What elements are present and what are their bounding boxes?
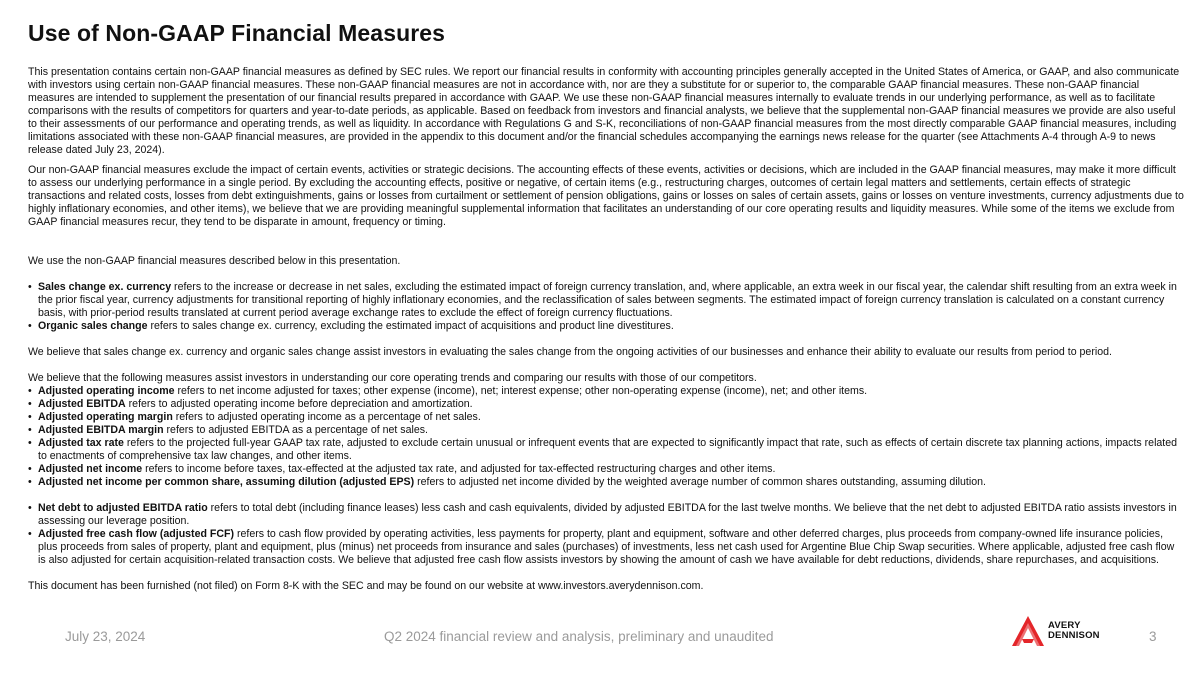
footer-caption: Q2 2024 financial review and analysis, preliminary and unaudited [384, 629, 774, 644]
measure-term: Adjusted net income [38, 463, 143, 475]
measures-intro-paragraph: We use the non-GAAP financial measures described below in this presentation. [28, 255, 401, 267]
bullet-icon: • [28, 320, 32, 332]
measure-term: Adjusted tax rate [38, 437, 124, 449]
list-item [28, 281, 1184, 320]
measure-term: Adjusted free cash flow (adjusted FCF) [38, 528, 235, 540]
bullet-icon: • [28, 476, 32, 488]
exclusions-paragraph: Our non-GAAP financial measures exclude the impact of certain events, activities or strategic decisions. The accounting effects of these events, activities or decisions, which are included in the GAAP financial measures, may make it more difficult to assess our underlying performance in a single period. By excluding the accounting effects, positive or negative, of certain items (e.g., restructuring charges, outcomes of certain legal matters and settlements, certain effects of strategic transactions and related costs, losses from debt extinguishments, gains or losses from curtailment or settlement of pension obligations, gains or losses on sales of certain assets, gains or losses on venture investments, currency adjustments due to highly inflationary economies, and other items), we believe that we are providing meaningful supplemental information that facilitates an understanding of our core operating results and liquidity measures. While some of the items we exclude from GAAP financial measures recur, they tend to be disparate in amount, frequency or timing. [28, 164, 1184, 228]
list-item [28, 411, 1184, 424]
list-item [28, 437, 1184, 463]
list-item [28, 528, 1184, 567]
list-item [28, 502, 1184, 528]
measure-term: Adjusted EBITDA margin [38, 424, 164, 436]
sales-belief-paragraph: We believe that sales change ex. currency and organic sales change assist investors in evaluating the sales change from the ongoing activities of our businesses and enhance their ability to evaluate our results from period to period. [28, 346, 1112, 358]
bullet-icon: • [28, 502, 32, 514]
page-number: 3 [1149, 629, 1157, 644]
list-item [28, 424, 1184, 437]
bullet-icon: • [28, 437, 32, 449]
measure-desc: refers to sales change ex. currency, excluding the estimated impact of acquisitions and product line divestitures. [147, 320, 674, 332]
measure-desc: refers to the increase or decrease in net sales, excluding the estimated impact of foreign currency translation, and, where applicable, an extra week in our fiscal year, the calendar shift resulting from an extra week in the prior fiscal year, currency adjustments for transitional reporting of highly inflationary economies, and the reclassification of sales between segments. The estimated impact of foreign currency translation is calculated on a constant currency basis, with prior-period results translated at current period average exchange rates to exclude the effect of foreign currency fluctuations. [38, 281, 1177, 319]
bullet-icon: • [28, 411, 32, 423]
measure-desc: refers to total debt (including finance leases) less cash and cash equivalents, divided by adjusted EBITDA for the last twelve months. We believe that the net debt to adjusted EBITDA ratio assists investors in assessing our leverage position. [38, 502, 1177, 527]
measure-term: Adjusted operating margin [38, 411, 173, 423]
operating-belief-paragraph: We believe that the following measures assist investors in understanding our core operating trends and comparing our results with those of our competitors. [28, 372, 757, 384]
bullet-icon: • [28, 281, 32, 293]
measure-term: Net debt to adjusted EBITDA ratio [38, 502, 208, 514]
footer-date: July 23, 2024 [65, 629, 146, 644]
sales-measures-list [28, 281, 1184, 333]
measure-desc: refers to net income adjusted for taxes; other expense (income), net; interest expense; other non-operating expense (income), net; and other items. [174, 385, 868, 397]
measure-desc: refers to adjusted operating income as a percentage of net sales. [172, 411, 481, 423]
list-item [28, 463, 1184, 476]
measure-term: Adjusted EBITDA [38, 398, 126, 410]
bullet-icon: • [28, 385, 32, 397]
measure-term: Adjusted net income per common share, assuming dilution (adjusted EPS) [38, 476, 415, 488]
operating-measures-list [28, 385, 1184, 489]
measure-desc: refers to adjusted EBITDA as a percentage of net sales. [163, 424, 428, 436]
intro-paragraph: This presentation contains certain non-GAAP financial measures as defined by SEC rules. We report our financial results in conformity with accounting principles generally accepted in the United States of America, or GAAP, and also communicate with investors using certain non-GAAP financial measures. These non-GAAP financial measures are not in accordance with, nor are they a substitute for or superior to, the comparable GAAP financial measures. These non-GAAP financial measures are intended to supplement the presentation of our financial results prepared in accordance with GAAP. We use these non-GAAP financial measures internally to evaluate trends in our underlying performance, as well as to facilitate comparisons with the results of competitors for quarters and year-to-date periods, as applicable. Based on feedback from investors and financial analysts, we believe that the supplemental non-GAAP financial measures we provide are also useful to their assessments of our performance and operating trends, as well as liquidity. In accordance with Regulations G and S-K, reconciliations of non-GAAP financial measures from the most directly comparable GAAP financial measures, including limitations associated with these non-GAAP financial measures, are provided in the appendix to this document and/or the financial schedules accompanying the earnings news release for the quarter (see Attachments A-4 through A-9 to news release dated July 23, 2024). [28, 66, 1180, 156]
measure-desc: refers to income before taxes, tax-effected at the adjusted tax rate, and adjusted for tax-effected restructuring charges and other items. [142, 463, 776, 475]
measure-desc: refers to the projected full-year GAAP tax rate, adjusted to exclude certain unusual or infrequent events that are expected to significantly impact that rate, such as effects of certain discrete tax planning actions, impacts related to enactments of comprehensive tax law changes, and other items. [38, 437, 1178, 462]
avery-dennison-logo-icon [1011, 615, 1045, 647]
measure-desc: refers to cash flow provided by operating activities, less payments for property, plant and equipment, software and other deferred charges, plus proceeds from company-owned life insurance policies, plus proceeds from sales of property, plant and equipment, plus (minus) net proceeds from insurance and sales (purchases) of investments, less net cash used for Argentine Blue Chip Swap securities. Where applicable, adjusted free cash flow is also adjusted for certain acquisition-related transaction costs. We believe that adjusted free cash flow assists investors by showing the amount of cash we have available for debt reductions, dividends, share repurchases, and acquisitions. [38, 528, 1175, 566]
bullet-icon: • [28, 398, 32, 410]
logo-wordmark [1048, 621, 1100, 641]
measure-term: Adjusted operating income [38, 385, 175, 397]
bullet-icon: • [28, 463, 32, 475]
bullet-icon: • [28, 424, 32, 436]
logo-line-1: AVERY [1048, 620, 1081, 631]
page-title: Use of Non-GAAP Financial Measures [28, 20, 446, 46]
list-item [28, 476, 1184, 489]
logo-line-2: DENNISON [1048, 630, 1100, 641]
measure-desc: refers to adjusted net income divided by the weighted average number of common shares outstanding, assuming dilution. [414, 476, 986, 488]
measure-term: Sales change ex. currency [38, 281, 172, 293]
list-item [28, 398, 1184, 411]
liquidity-measures-list [28, 502, 1184, 567]
avery-dennison-logo [1011, 614, 1111, 648]
body-text [28, 66, 1184, 593]
measure-desc: refers to adjusted operating income before depreciation and amortization. [125, 398, 473, 410]
bullet-icon: • [28, 528, 32, 540]
list-item [28, 385, 1184, 398]
measure-term: Organic sales change [38, 320, 148, 332]
list-item [28, 320, 1184, 333]
furnished-notice: This document has been furnished (not filed) on Form 8-K with the SEC and may be found on our website at www.investors.averydennison.com. [28, 580, 704, 592]
